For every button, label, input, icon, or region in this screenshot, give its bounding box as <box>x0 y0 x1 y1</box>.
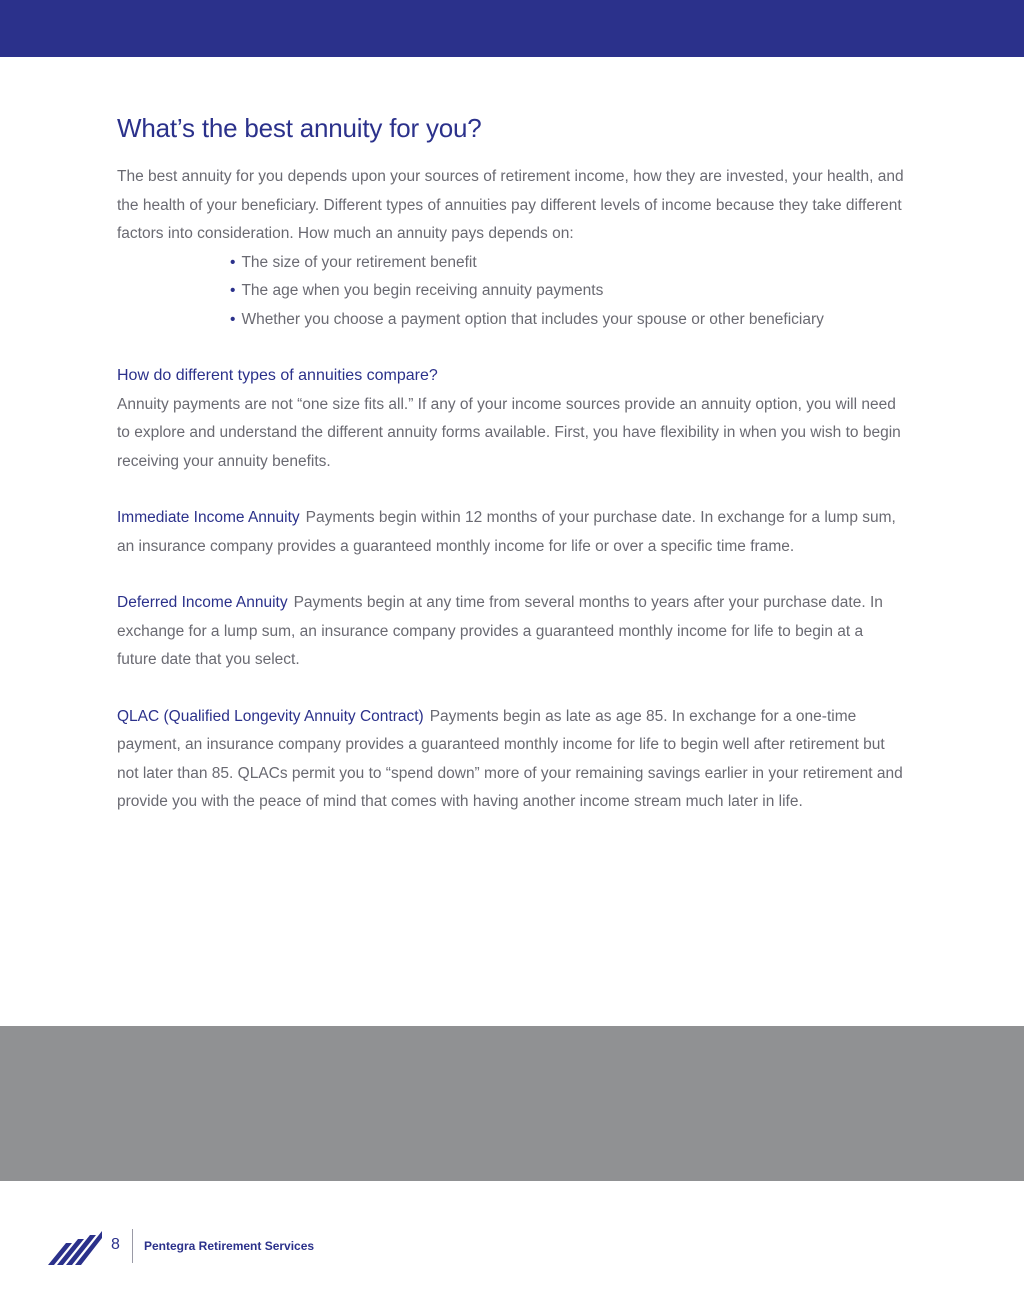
bullet-icon: • <box>230 253 236 271</box>
pentegra-stripes-logo-icon <box>48 1229 102 1270</box>
bullet-icon: • <box>230 282 236 299</box>
annuity-term: QLAC (Qualified Longevity Annuity Contract) <box>117 707 424 725</box>
page-number: 8 <box>111 1236 120 1253</box>
list-item: • The size of your retirement benefit <box>230 253 477 271</box>
annuity-type-qlac <box>117 703 907 817</box>
annuity-description: Payments begin within 12 months of your purchase date. In exchange for a lump sum, an insurance company provides a guaranteed monthly income for life or over a specific time frame. <box>117 509 896 555</box>
compare-paragraph: Annuity payments are not “one size fits all.” If any of your income sources provide an annuity option, you will need to explore and understand the different annuity forms available. First, you have flexibility in when you wish to begin receiving your annuity benefits. <box>117 395 901 470</box>
gray-band <box>0 1026 1024 1181</box>
annuity-term: Deferred Income Annuity <box>117 594 288 611</box>
bullet-icon: • <box>230 310 236 328</box>
footer-divider <box>132 1229 133 1263</box>
annuity-description: Payments begin as late as age 85. In exchange for a one-time payment, an insurance company provides a guaranteed monthly income for life to begin well after retirement but not later than 85. QLACs permit you to “spend down” more of your remaining savings earlier in your retirement and provide you with the peace of mind that comes with having another income stream much later in life. <box>117 707 903 810</box>
list-item: • Whether you choose a payment option that includes your spouse or other beneficiary <box>230 310 824 328</box>
company-name: Pentegra Retirement Services <box>144 1239 315 1253</box>
page-footer <box>48 1226 448 1266</box>
list-item: • The age when you begin receiving annuity payments <box>230 282 604 299</box>
top-header-bar <box>0 0 1024 57</box>
intro-paragraph: The best annuity for you depends upon your sources of retirement income, how they are invested, your health, and the health of your beneficiary. Different types of annuities pay different levels of income because they take different factors into consideration. How much an annuity pays depends on: <box>117 168 904 242</box>
main-content <box>117 108 907 817</box>
annuity-type-immediate <box>117 504 907 561</box>
factor-list <box>117 249 907 335</box>
page-title: What’s the best annuity for you? <box>117 113 482 143</box>
annuity-description: Payments begin at any time from several months to years after your purchase date. In exchange for a lump sum, an insurance company provides a guaranteed monthly income for life to begin at a future date that you select. <box>117 594 883 668</box>
compare-heading: How do different types of annuities compare? <box>117 367 438 384</box>
annuity-type-deferred <box>117 589 907 675</box>
annuity-term: Immediate Income Annuity <box>117 509 300 526</box>
